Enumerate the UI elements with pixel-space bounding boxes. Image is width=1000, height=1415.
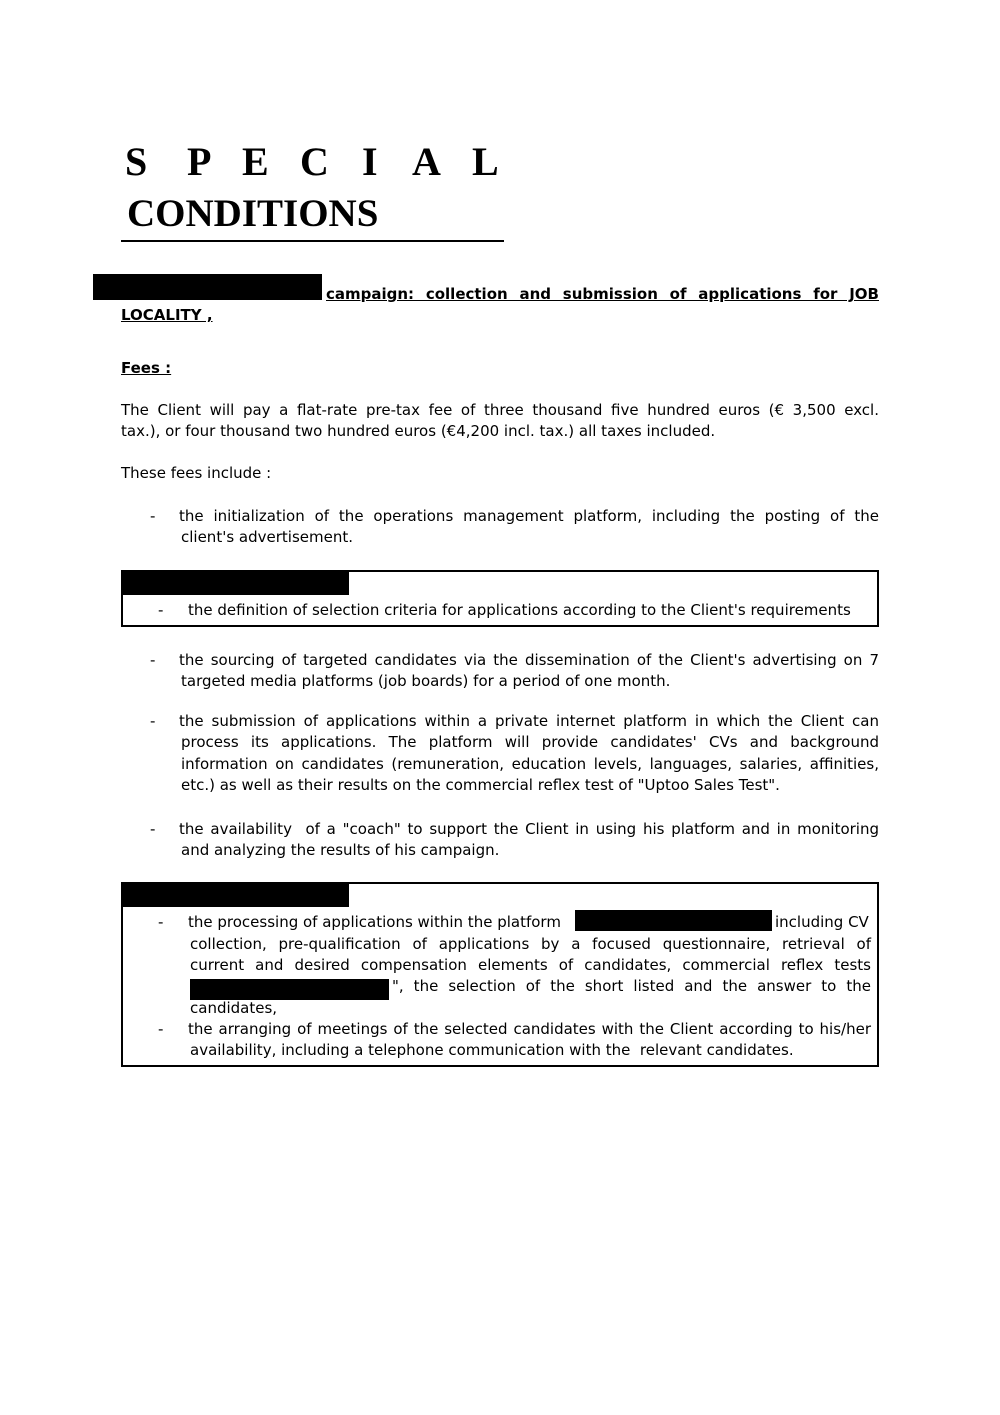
item-meetings-line2: availability, including a telephone communication with the relevant candidates. — [190, 1041, 794, 1059]
item-initialization-line2: client's advertisement. — [181, 528, 353, 546]
item-meetings-line1: the arranging of meetings of the selected candidates with the Client according to his/her — [188, 1020, 871, 1038]
title-letter: A — [412, 139, 441, 184]
item-processing-line1a: the processing of applications within the platform — [188, 913, 561, 931]
list-dash: - — [158, 1020, 164, 1038]
title-letter: P — [187, 139, 212, 184]
item-selection-criteria: the definition of selection criteria for applications according to the Client's requirements — [188, 601, 851, 619]
title-underline — [121, 240, 504, 242]
item-coach-line1: the availability of a "coach" to support the Client in using his platform and in monitoring — [179, 820, 879, 838]
campaign-heading-line1: campaign: collection and submission of applications for JOB — [326, 285, 879, 303]
redaction-bar — [121, 570, 349, 595]
title-conditions: CONDITIONS — [127, 192, 379, 235]
list-dash: - — [158, 601, 164, 619]
redaction-bar — [121, 882, 349, 907]
title-letter: E — [242, 139, 269, 184]
item-submission-line2: process its applications. The platform will provide candidates' CVs and background — [181, 733, 879, 751]
item-processing-line3: current and desired compensation elements of candidates, commercial reflex tests — [190, 956, 871, 974]
list-dash: - — [150, 820, 156, 838]
item-processing-line1b: including CV — [775, 913, 869, 931]
item-submission-line4: etc.) as well as their results on the commercial reflex test of "Uptoo Sales Test". — [181, 776, 780, 794]
list-dash: - — [150, 712, 156, 730]
item-submission-line3: information on candidates (remuneration, education levels, languages, salaries, affinities, — [181, 755, 879, 773]
item-coach-line2: and analyzing the results of his campaign. — [181, 841, 500, 859]
title-letter: S — [125, 139, 148, 184]
fees-paragraph-line1: The Client will pay a flat-rate pre-tax fee of three thousand five hundred euros (€ 3,500 excl. — [121, 401, 879, 419]
item-initialization-line1: the initialization of the operations management platform, including the posting of the — [179, 507, 879, 525]
fees-paragraph-line2: tax.), or four thousand two hundred euros (€4,200 incl. tax.) all taxes included. — [121, 422, 716, 440]
list-dash: - — [158, 913, 164, 931]
item-processing-line4: ", the selection of the short listed and the answer to the — [392, 977, 871, 995]
campaign-heading-line2: LOCALITY , — [121, 306, 213, 324]
title-letter: L — [472, 139, 499, 184]
item-sourcing-line2: targeted media platforms (job boards) for a period of one month. — [181, 672, 671, 690]
item-processing-line2: collection, pre-qualification of applications by a focused questionnaire, retrieval of — [190, 935, 871, 953]
item-processing-line5: candidates, — [190, 999, 278, 1017]
redaction-bar — [190, 979, 389, 1000]
redaction-bar — [575, 910, 772, 931]
fees-heading: Fees : — [121, 359, 172, 377]
item-sourcing-line1: the sourcing of targeted candidates via the dissemination of the Client's advertising on 7 — [179, 651, 879, 669]
fees-include-label: These fees include : — [121, 464, 272, 482]
title-letter: I — [362, 139, 378, 184]
title-letter: C — [300, 139, 329, 184]
list-dash: - — [150, 507, 156, 525]
redaction-bar — [93, 274, 322, 300]
item-submission-line1: the submission of applications within a private internet platform in which the Client can — [179, 712, 879, 730]
list-dash: - — [150, 651, 156, 669]
